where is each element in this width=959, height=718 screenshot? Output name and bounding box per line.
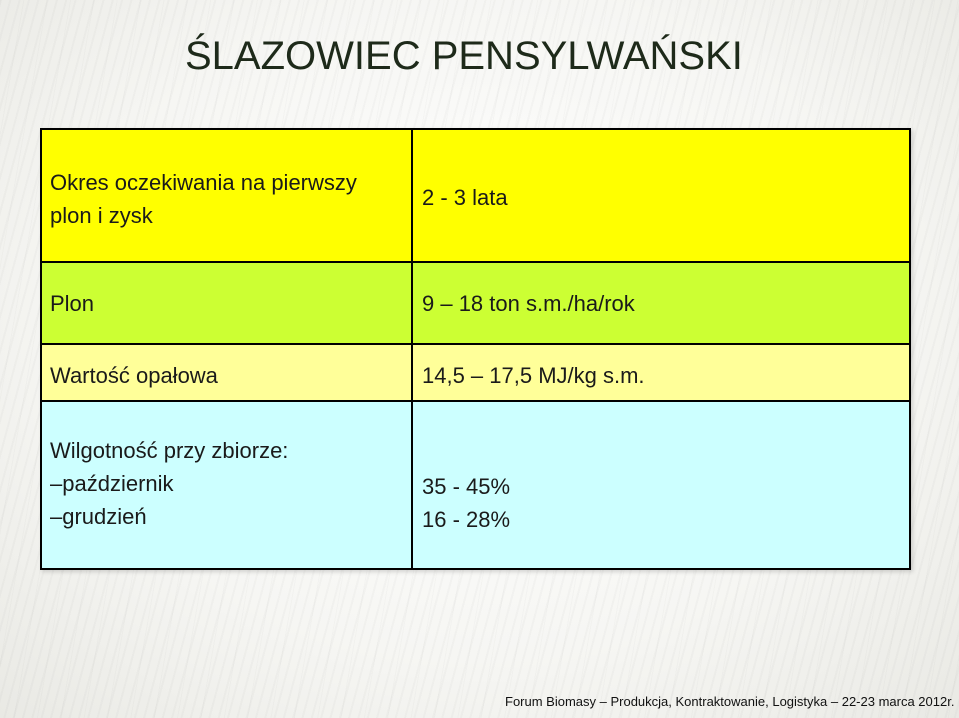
- label-line: plon i zysk: [50, 203, 153, 228]
- value-line: 9 – 18 ton s.m./ha/rok: [422, 291, 635, 316]
- row-value: [413, 402, 909, 568]
- value-line: 35 - 45%: [422, 474, 511, 499]
- label-line: Plon: [50, 291, 95, 316]
- row-label: [42, 402, 413, 568]
- row-label: [42, 130, 413, 261]
- label-line: –październik: [50, 471, 174, 496]
- value-line: 16 - 28%: [422, 507, 511, 532]
- row-label: [42, 263, 413, 343]
- label-line: Wilgotność przy zbiorze:: [50, 438, 289, 463]
- value-line: 2 - 3 lata: [422, 185, 508, 210]
- label-line: –grudzień: [50, 504, 147, 529]
- label-line: Wartość opałowa: [50, 363, 218, 388]
- table-row-yield: [42, 263, 909, 345]
- slide-title: ŚLAZOWIEC PENSYLWAŃSKI: [185, 34, 743, 78]
- table-row-moisture: [42, 402, 909, 568]
- row-value: [413, 263, 909, 343]
- label-line: Okres oczekiwania na pierwszy: [50, 170, 357, 195]
- slide-footer: Forum Biomasy – Produkcja, Kontraktowanie, Logistyka – 22-23 marca 2012r.: [505, 694, 955, 709]
- row-label: [42, 345, 413, 400]
- value-line: 14,5 – 17,5 MJ/kg s.m.: [422, 363, 645, 388]
- row-value: [413, 345, 909, 400]
- table-row-waiting-period: [42, 130, 909, 263]
- table-row-calorific-value: [42, 345, 909, 402]
- properties-table: [40, 128, 911, 570]
- row-value: [413, 130, 909, 261]
